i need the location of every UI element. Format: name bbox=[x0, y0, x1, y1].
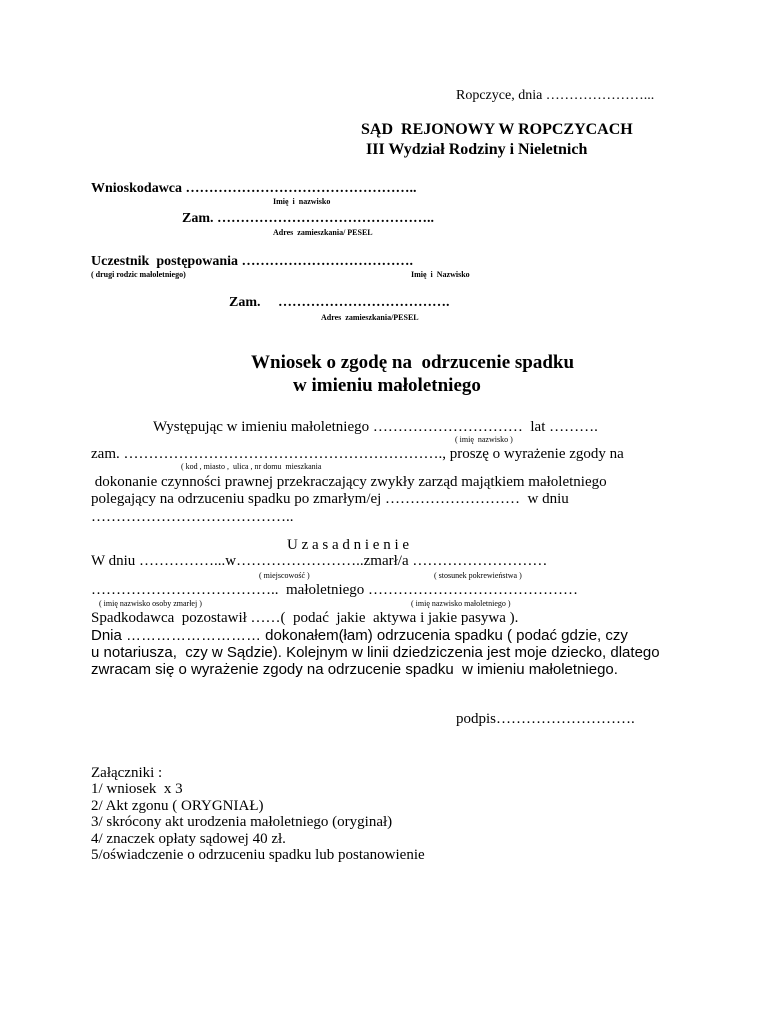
caption-minor-name-2: ( imię nazwisko małoletniego ) bbox=[411, 599, 511, 608]
place-and-date: Ropczyce, dnia …………………... bbox=[456, 88, 655, 103]
attachment-item: 5/oświadczenie o odrzuceniu spadku lub postanowienie bbox=[91, 847, 425, 863]
document-title: Wniosek o zgodę na odrzucenie spadku bbox=[251, 352, 575, 373]
justification-heading: U z a s a d n i e n i e bbox=[287, 537, 410, 553]
body-line-3: dokonanie czynności prawnej przekraczający zwykły zarząd majątkiem małoletniego bbox=[91, 474, 607, 490]
signature-line: podpis………………………. bbox=[456, 711, 635, 727]
caption-address: ( kod , miasto , ulica , nr domu mieszkania bbox=[181, 462, 322, 471]
attachment-item: 2/ Akt zgonu ( ORYGNIAŁ) bbox=[91, 798, 264, 814]
attachment-item: 4/ znaczek opłaty sądowej 40 zł. bbox=[91, 831, 286, 847]
applicant-name-caption: Imię i nazwisko bbox=[273, 197, 331, 206]
body-line-11: zwracam się o wyrażenie zgody na odrzucenie spadku w imieniu małoletniego. bbox=[91, 661, 618, 678]
attachment-item: 3/ skrócony akt urodzenia małoletniego (oryginał) bbox=[91, 814, 393, 830]
court-name: SĄD REJONOWY W ROPCZYCACH bbox=[361, 121, 633, 138]
applicant-address-caption: Adres zamieszkania/ PESEL bbox=[273, 228, 373, 237]
participant-address-line: Zam. ………………………………. bbox=[229, 295, 450, 310]
body-line-4: polegający na odrzuceniu spadku po zmarłym/ej ……………………… w dniu bbox=[91, 491, 569, 507]
participant-line: Uczestnik postępowania ………………………………. bbox=[91, 254, 414, 269]
body-line-2: zam. ………………………………………………………., proszę o wyrażenie zgody na bbox=[91, 446, 624, 462]
caption-place: ( miejscowość ) bbox=[259, 571, 310, 580]
body-line-9: Dnia ……………………… dokonałem(łam) odrzucenia spadku ( podać gdzie, czy bbox=[91, 627, 628, 644]
body-line-1: Występując w imieniu małoletniego ………………………… lat ………. bbox=[153, 419, 598, 435]
applicant-address-line: Zam. ……………………………………….. bbox=[182, 211, 434, 226]
attachments-heading: Załączniki : bbox=[91, 765, 163, 781]
court-division: III Wydział Rodziny i Nieletnich bbox=[366, 141, 588, 158]
participant-address-caption: Adres zamieszkania/PESEL bbox=[321, 313, 419, 322]
document-subtitle: w imieniu małoletniego bbox=[293, 375, 481, 396]
participant-name-caption: Imię i Nazwisko bbox=[411, 270, 470, 279]
caption-relationship: ( stosunek pokrewieństwa ) bbox=[434, 571, 522, 580]
applicant-line: Wnioskodawca ………………………………………….. bbox=[91, 181, 417, 196]
body-line-6: W dniu ……………...w……………………..zmarł/a ……………………… bbox=[91, 553, 548, 569]
caption-minor-name: ( imię nazwisko ) bbox=[455, 435, 513, 444]
body-line-5: ………………………………….. bbox=[91, 509, 294, 525]
body-line-8: Spadkodawca pozostawił ……( podać jakie aktywa i jakie pasywa ). bbox=[91, 610, 519, 626]
attachment-item: 1/ wniosek x 3 bbox=[91, 781, 183, 797]
body-line-10: u notariusza, czy w Sądzie). Kolejnym w linii dziedziczenia jest moje dziecko, dlatego bbox=[91, 644, 660, 661]
body-line-7: ……………………………….. małoletniego …………………………………… bbox=[91, 582, 579, 598]
caption-deceased-name: ( imię nazwisko osoby zmarłej ) bbox=[99, 599, 202, 608]
participant-role-caption: ( drugi rodzic małoletniego) bbox=[91, 270, 186, 279]
